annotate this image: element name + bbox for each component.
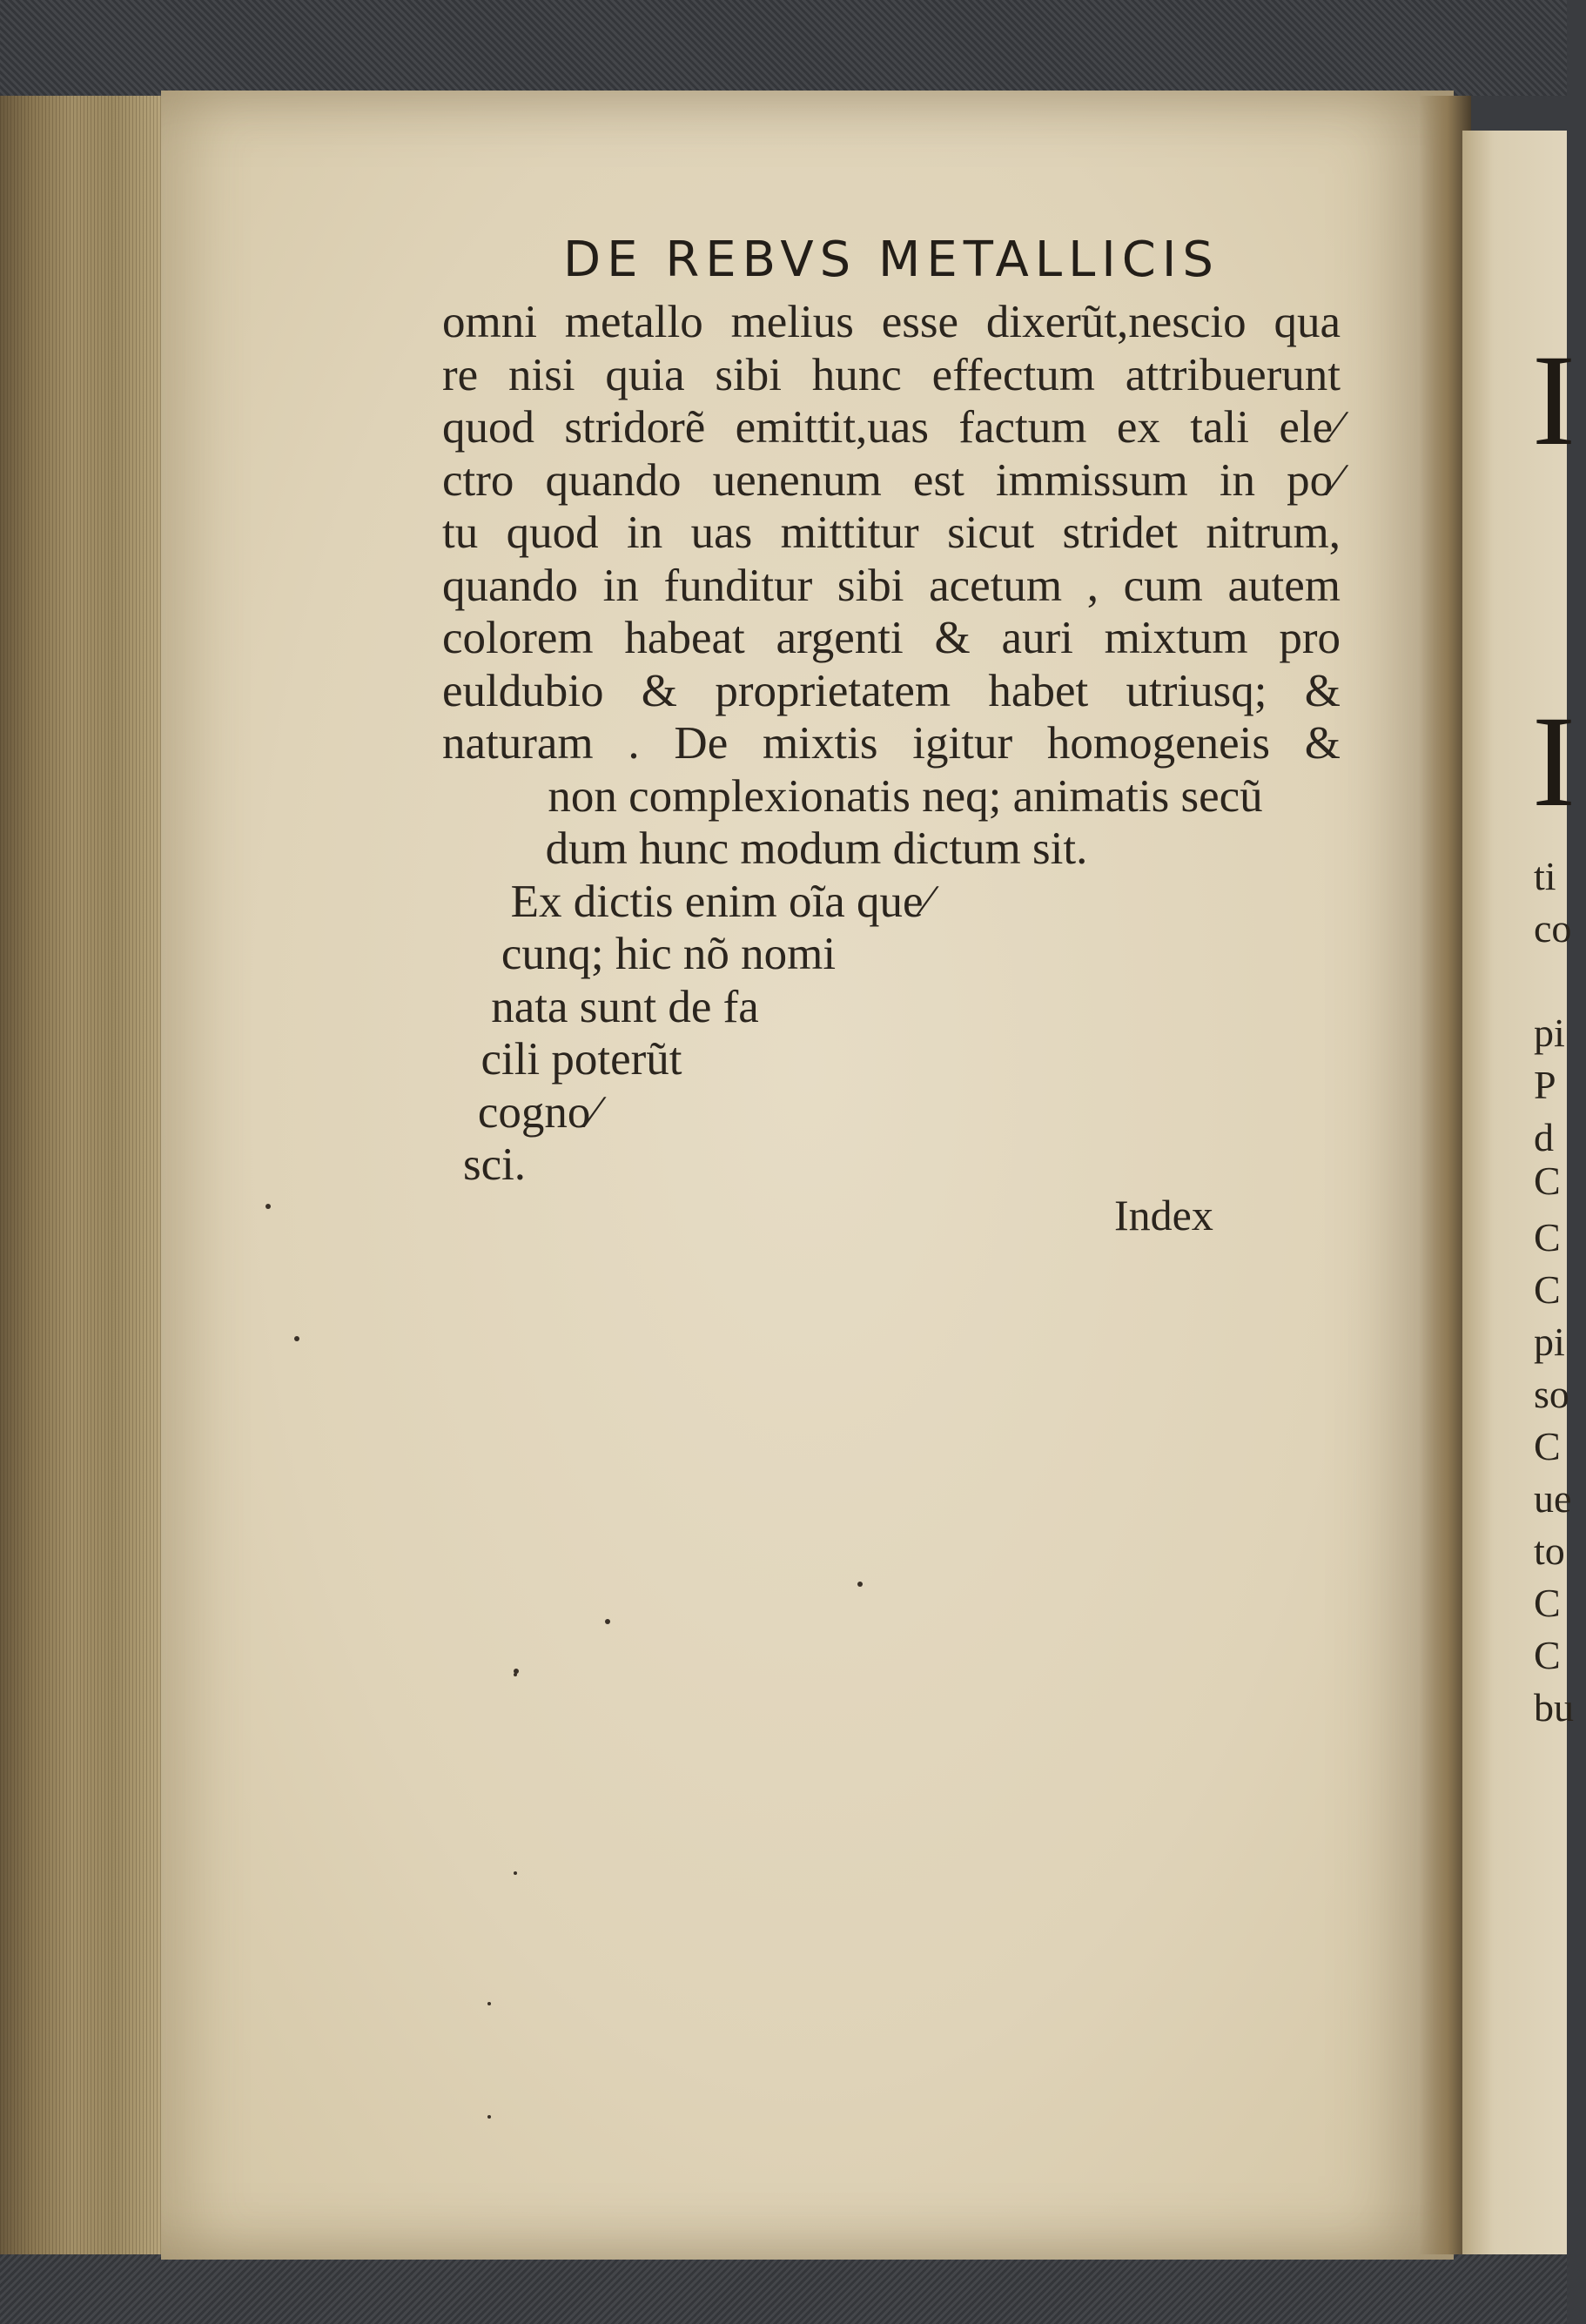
text-line: Ex dictis enim oĩa que⁄ — [510, 876, 931, 927]
facing-line-start: co — [1534, 906, 1572, 950]
facing-line-start: so — [1534, 1372, 1569, 1416]
text-line: re nisi quia sibi hunc effectum attribuerunt — [442, 349, 1341, 400]
text-line: dum hunc modum dictum sit. — [545, 823, 1088, 874]
paper-speck — [514, 1871, 517, 1875]
text-line: ctro quando uenenum est immissum in po⁄ — [442, 454, 1341, 506]
catchword: Index — [1114, 1191, 1213, 1239]
text-line: colorem habeat argenti & auri mixtum pro — [442, 613, 1341, 663]
paper-speck — [487, 2002, 491, 2005]
facing-line-start: to — [1534, 1528, 1565, 1573]
facing-line-start: pi — [1534, 1320, 1565, 1364]
text-line: cogno⁄ — [477, 1086, 599, 1138]
text-line: cunq; hic nõ nomi — [501, 929, 837, 979]
facing-line-start: bu — [1534, 1685, 1574, 1730]
background-bottom — [0, 2254, 1567, 2324]
tapered-paragraph — [442, 770, 1341, 1192]
running-head: DE REBVS METALLICIS — [563, 232, 1220, 288]
facing-line-start: C — [1534, 1424, 1561, 1468]
facing-large-letter: I — [1532, 689, 1576, 834]
text-line: cili poterũt — [481, 1034, 682, 1085]
facing-line-start: ue — [1534, 1476, 1572, 1521]
body-paragraph — [442, 296, 1341, 770]
facing-line-start: ti — [1534, 854, 1556, 898]
text-line: nata sunt de fa — [491, 981, 759, 1032]
paper-speck — [487, 2115, 491, 2119]
facing-line-start: pi — [1534, 1011, 1565, 1055]
facing-line-start: P — [1534, 1063, 1556, 1107]
text-line: quod stridorẽ emittit,uas factum ex tali ele⁄ — [442, 402, 1341, 453]
paper-speck — [605, 1619, 610, 1624]
text-line: non complexionatis neq; animatis secũ — [548, 770, 1263, 822]
facing-line-start: C — [1534, 1633, 1561, 1677]
facing-line-start: C — [1534, 1215, 1561, 1259]
paper-speck — [294, 1336, 299, 1341]
text-line: quando in funditur sibi acetum , cum autem — [442, 560, 1341, 611]
text-line: sci. — [462, 1139, 527, 1190]
facing-line-start: C — [1534, 1581, 1561, 1625]
text-line: tu quod in uas mittitur sicut stridet nitrum, — [442, 507, 1341, 558]
facing-line-start: d — [1534, 1115, 1554, 1159]
facing-large-letter: I — [1532, 328, 1576, 473]
facing-line-start: C — [1534, 1159, 1561, 1203]
page-text-block — [442, 225, 1341, 1192]
facing-line-start: C — [1534, 1267, 1561, 1312]
text-line: omni metallo melius esse dixerũt,nescio qua — [442, 297, 1341, 347]
book-page-edges — [0, 96, 161, 2254]
text-line: euldubio & proprietatem habet utriusq; & — [442, 665, 1341, 716]
paper-speck — [857, 1582, 863, 1587]
paper-speck — [514, 1673, 517, 1676]
text-line: naturam . De mixtis igitur homogeneis & — [442, 718, 1341, 769]
paper-speck — [265, 1204, 271, 1209]
background-top — [0, 0, 1567, 96]
